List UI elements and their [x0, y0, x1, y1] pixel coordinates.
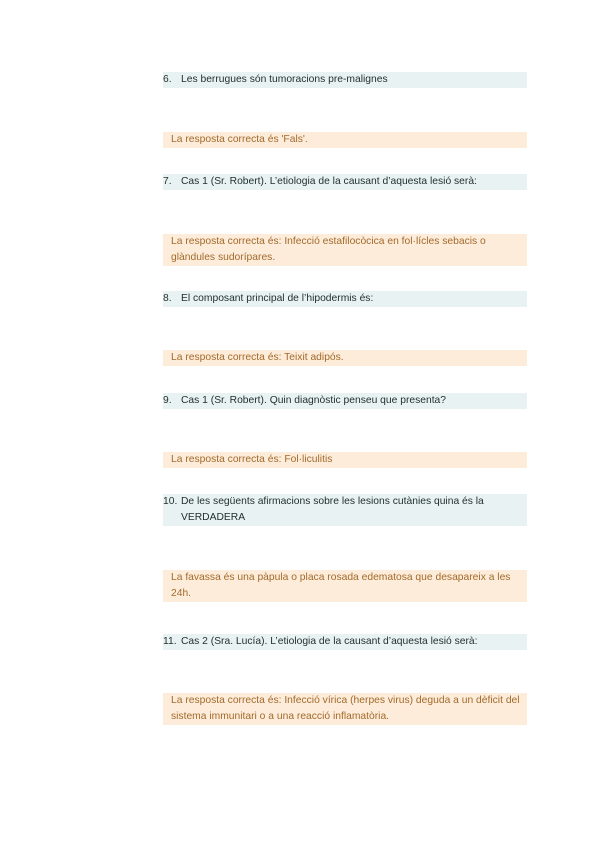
question-number: 9. [163, 395, 172, 406]
answer-9: La resposta correcta és: Fol·liculitis [163, 452, 527, 468]
question-11 [163, 634, 527, 650]
question-7 [163, 174, 527, 190]
question-number: 6. [163, 74, 172, 85]
answer-10: La favassa és una pàpula o placa rosada edematosa que desapareix a les 24h. [163, 570, 527, 602]
question-text: Cas 2 (Sra. Lucía). L’etiologia de la causant d’aquesta lesió serà: [181, 636, 478, 647]
question-8 [163, 291, 527, 307]
question-10 [163, 494, 527, 526]
answer-8: La resposta correcta és: Teixit adipós. [163, 350, 527, 366]
question-number: 8. [163, 293, 172, 304]
question-text: El composant principal de l’hipodermis és: [181, 293, 374, 304]
question-6 [163, 72, 527, 88]
answer-7: La resposta correcta és: Infecció estafilocòcica en fol·lícles sebacis o glàndules sudorípares. [163, 234, 527, 266]
question-9 [163, 393, 527, 409]
question-number: 11. [163, 636, 177, 647]
answer-11: La resposta correcta és: Infecció vírica (herpes virus) deguda a un dèficit del sistema immunitari o a una reacció inflamatòria. [163, 693, 527, 725]
question-number: 7. [163, 176, 172, 187]
question-text: Les berrugues són tumoracions pre-malignes [181, 74, 388, 85]
answer-6: La resposta correcta és 'Fals'. [163, 132, 527, 148]
question-text: De les següents afirmacions sobre les lesions cutànies quina és la VERDADERA [181, 496, 484, 523]
question-number: 10. [163, 496, 178, 507]
question-text: Cas 1 (Sr. Robert). L’etiologia de la causant d’aquesta lesió serà: [181, 176, 477, 187]
question-text: Cas 1 (Sr. Robert). Quin diagnòstic penseu que presenta? [181, 395, 447, 406]
